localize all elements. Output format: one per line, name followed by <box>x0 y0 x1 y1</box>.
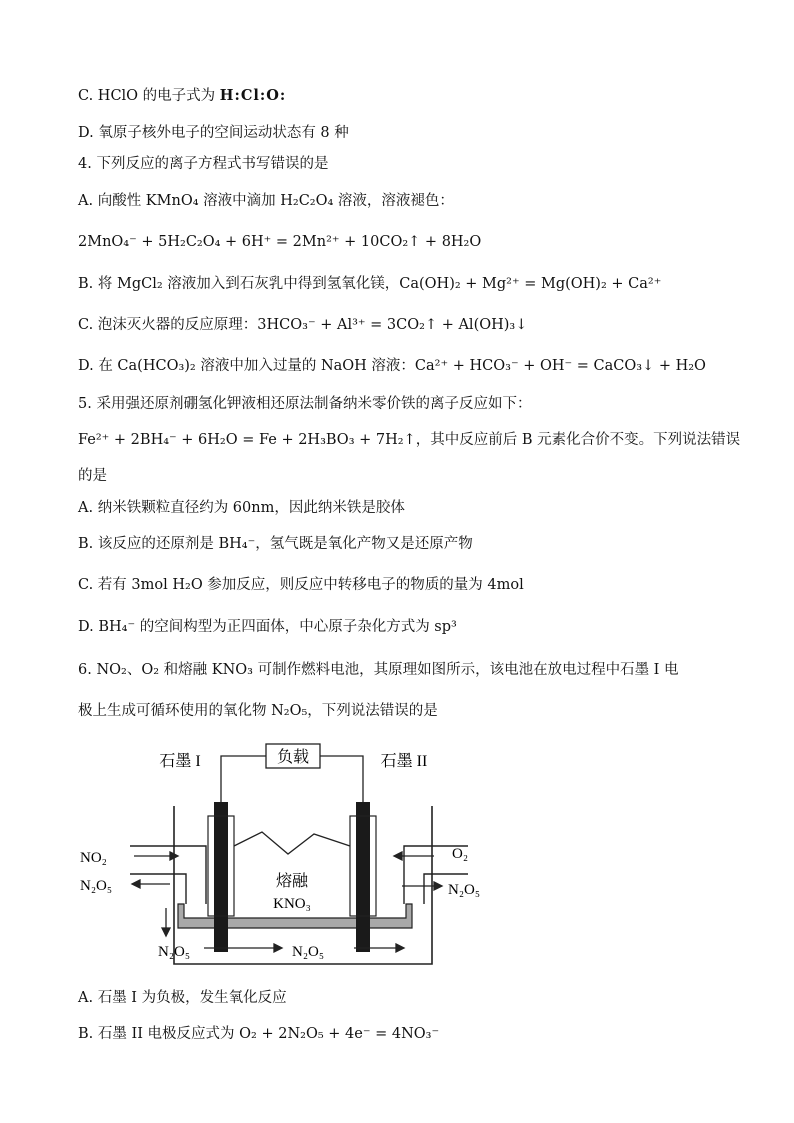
q6-option-a: A. 石墨 I 为负极，发生氧化反应 <box>78 990 287 1006</box>
melt-label-2: KNO₃ <box>273 896 311 912</box>
q3-option-c <box>78 86 286 106</box>
q5-option-d: D. BH₄⁻ 的空间构型为正四面体，中心原子杂化方式为 sp³ <box>78 619 457 635</box>
q4-option-a: A. 向酸性 KMnO₄ 溶液中滴加 H₂C₂O₄ 溶液，溶液褪色： <box>78 193 454 209</box>
q3-option-d: D. 氧原子核外电子的空间运动状态有 8 种 <box>78 125 349 141</box>
q5-option-c: C. 若有 3mol H₂O 参加反应，则反应中转移电子的物质的量为 4mol <box>78 577 524 593</box>
wire-left <box>221 756 266 802</box>
q4-option-b: B. 将 MgCl₂ 溶液加入到石灰乳中得到氢氧化镁，Ca(OH)₂ + Mg²⁺ = Mg(OH)₂ + Ca²⁺ <box>78 276 662 292</box>
hclo-electron-formula: H:Cl:O: <box>219 87 287 104</box>
no2-label: NO₂ <box>80 850 107 866</box>
q4-option-c: C. 泡沫灭火器的反应原理：3HCO₃⁻ + Al³⁺ = 3CO₂↑ + Al(OH)₃↓ <box>78 317 528 333</box>
melt-label-1: 熔融 <box>275 873 309 890</box>
question-6: 6. NO₂、O₂ 和熔融 KNO₃ 可制作燃料电池，其原理如图所示，该电池在放电过程中石墨 I 电 <box>78 662 679 678</box>
question-5: 5. 采用强还原剂硼氢化钾液相还原法制备纳米零价铁的离子反应如下： <box>78 396 532 412</box>
fuel-cell-diagram <box>74 736 514 976</box>
q5-option-b: B. 该反应的还原剂是 BH₄⁻，氢气既是氧化产物又是还原产物 <box>78 536 473 552</box>
graphite1-label: 石墨 I <box>159 753 201 770</box>
question-4: 4. 下列反应的离子方程式书写错误的是 <box>78 156 329 172</box>
q4-option-a-equation: 2MnO₄⁻ + 5H₂C₂O₄ + 6H⁺ = 2Mn²⁺ + 10CO₂↑ + 8H₂O <box>78 234 482 250</box>
n2o5-right-label: N₂O₅ <box>448 882 481 898</box>
wire-right <box>320 756 363 802</box>
q3c-text: C. HClO 的电子式为 <box>78 88 220 104</box>
graphite2-label: 石墨 II <box>380 753 428 770</box>
zigzag-membrane <box>234 832 350 854</box>
graphite-electrode-2 <box>356 802 370 952</box>
q6-continuation: 极上生成可循环使用的氧化物 N₂O₅，下列说法错误的是 <box>78 703 438 719</box>
n2o5-left-label: N₂O₅ <box>80 878 113 894</box>
q4-option-d: D. 在 Ca(HCO₃)₂ 溶液中加入过量的 NaOH 溶液：Ca²⁺ + HCO₃⁻ + OH⁻ = CaCO₃↓ + H₂O <box>78 358 706 374</box>
q5-option-a: A. 纳米铁颗粒直径约为 60nm，因此纳米铁是胶体 <box>78 500 405 516</box>
q6-option-b: B. 石墨 II 电极反应式为 O₂ + 2N₂O₅ + 4e⁻ = 4NO₃⁻ <box>78 1026 440 1042</box>
o2-label: O₂ <box>452 846 469 862</box>
n2o5-bottom-mid-label: N₂O₅ <box>292 944 325 960</box>
graphite-electrode-1 <box>214 802 228 952</box>
load-label: 负载 <box>276 749 310 766</box>
q5-continuation: 的是 <box>78 468 107 484</box>
q5-equation: Fe²⁺ + 2BH₄⁻ + 6H₂O = Fe + 2H₃BO₃ + 7H₂↑，其中反应前后 B 元素化合价不变。下列说法错误 <box>78 432 741 448</box>
n2o5-bottom-left-label: N₂O₅ <box>158 944 191 960</box>
